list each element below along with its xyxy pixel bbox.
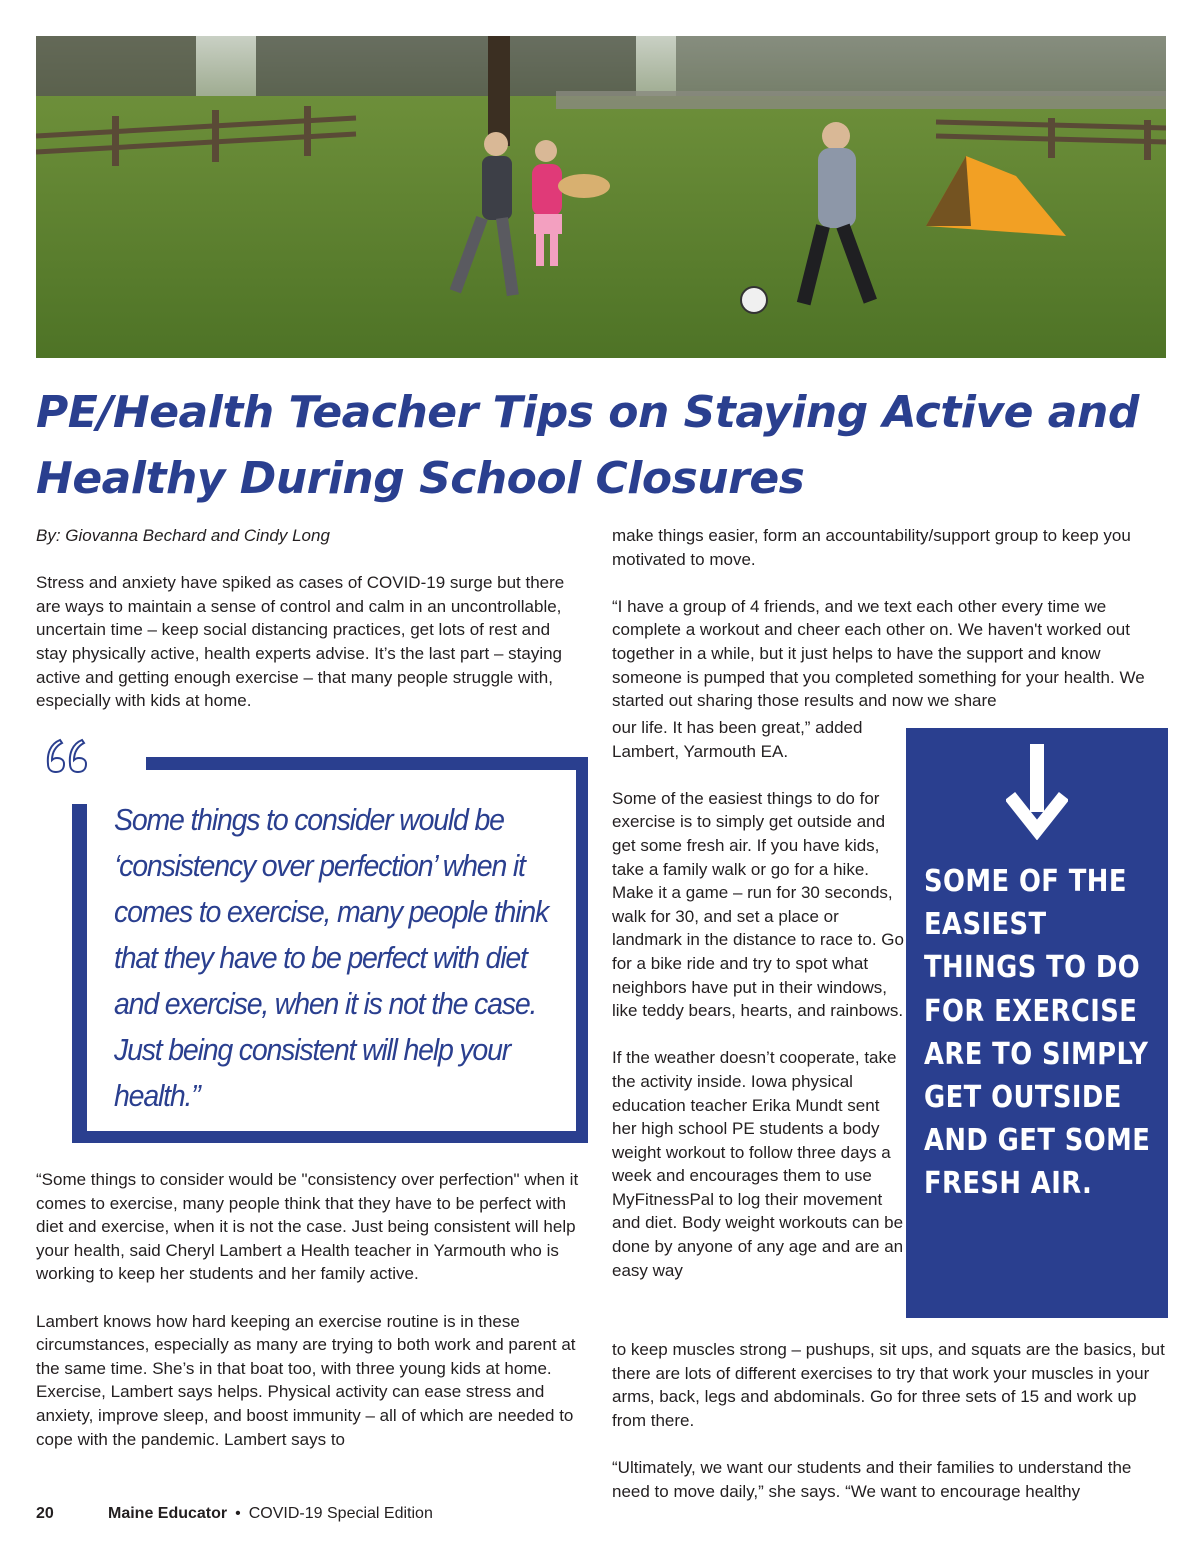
paragraph: Stress and anxiety have spiked as cases of COVID-19 surge but there are ways to maintain a sense of control and calm in an uncontrollable, uncertain time – keep social distancing practices, get lots of rest and stay physically active, health experts advise. It’s the last part – staying active and getting enough exercise – that many people struggle with, especially with kids at home. <box>36 573 565 711</box>
frame-top-border <box>146 757 588 770</box>
page-footer <box>36 1503 736 1525</box>
pull-quote-text: Some things to consider would be ‘consistency over perfection’ when it comes to exercise, many people think that they have to be perfect with diet and exercise, when it is not the case. Just being consistent will help your health.” <box>114 802 549 1113</box>
paragraph: make things easier, form an accountability/support group to keep you motivated to move. <box>612 526 1131 569</box>
frame-right-border <box>576 757 588 1133</box>
right-column-top <box>612 524 1168 713</box>
hero-photo <box>36 36 1166 358</box>
right-column-wrapped <box>612 716 904 1282</box>
headline-line-1: PE/Health Teacher Tips on Staying Active and <box>36 387 1139 438</box>
byline: By: Giovanna Bechard and Cindy Long <box>36 526 330 545</box>
headline <box>36 380 1166 512</box>
left-column-bottom <box>36 1168 588 1475</box>
paragraph: If the weather doesn’t cooperate, take the activity inside. Iowa physical education teacher Erika Mundt sent her high school PE students a body weight workout to follow three days a week and encourages them to use MyFitnessPal to log their movement and diet. Body weight workouts can be done by anyone of any age and are an easy way <box>612 1048 904 1280</box>
frame-left-border <box>72 804 87 1143</box>
paragraph: “Some things to consider would be "consistency over perfection" when it comes to exercise, many people think that they have to be perfect with diet and exercise, when it is not the case. Just being consistent will help your health, said Cheryl Lambert a Health teacher in Yarmouth who is working to keep her students and her family active. <box>36 1170 579 1284</box>
photo-family-soccer-icon <box>36 36 1166 358</box>
frame-bottom-border <box>84 1131 588 1143</box>
publication-name: Maine Educator <box>108 1505 228 1522</box>
paragraph: Some of the easiest things to do for exercise is to simply get outside and get some fresh air. If you have kids, take a family walk or go for a hike. Make it a game – run for 30 seconds, walk for 30, and set a place or landmark in the distance to race to. Go for a bike ride and try to spot what neighbors have put in their windows, like teddy bears, hearts, and rainbows. <box>612 788 904 1021</box>
paragraph: “Ultimately, we want our students and their families to understand the need to move daily,” she says. “We want to encourage healthy <box>612 1457 1132 1501</box>
page-number: 20 <box>36 1505 54 1522</box>
footer-separator: • <box>235 1505 241 1522</box>
paragraph: Lambert knows how hard keeping an exercise routine is in these circumstances, especially as many are trying to both work and parent at the same time. She’s in that boat too, with three young kids at home. Exercise, Lambert says helps. Physical activity can ease stress and anxiety, improve sleep, and boost immunity – all of which are needed to cope with the pandemic. Lambert says to <box>36 1311 576 1449</box>
paragraph: to keep muscles strong – pushups, sit ups, and squats are the basics, but there are lots of different exercises to try that work your muscles in your arms, back, legs and abdominals. Go for three sets of 15 and work up from there. <box>612 1340 1165 1430</box>
headline-line-2: Healthy During School Closures <box>36 453 805 504</box>
arrow-down-icon <box>1006 744 1068 840</box>
callout-text: SOME OF THE EASIEST THINGS TO DO FOR EXERCISE ARE TO SIMPLY GET OUTSIDE AND GET SOME FRESH AIR. <box>924 864 1151 1202</box>
edition-name: COVID-19 Special Edition <box>248 1505 433 1522</box>
callout-box <box>906 728 1168 1318</box>
paragraph: “I have a group of 4 friends, and we text each other every time we complete a workout and cheer each other on. We haven't worked out together in a while, but it just helps to have the support and know someone is pumped that you completed something for your health. We started out sharing those results and now we share <box>612 596 1145 711</box>
paragraph: our life. It has been great,” added Lambert, Yarmouth EA. <box>612 718 863 761</box>
right-column-bottom <box>612 1338 1168 1527</box>
left-column-top <box>36 524 584 736</box>
